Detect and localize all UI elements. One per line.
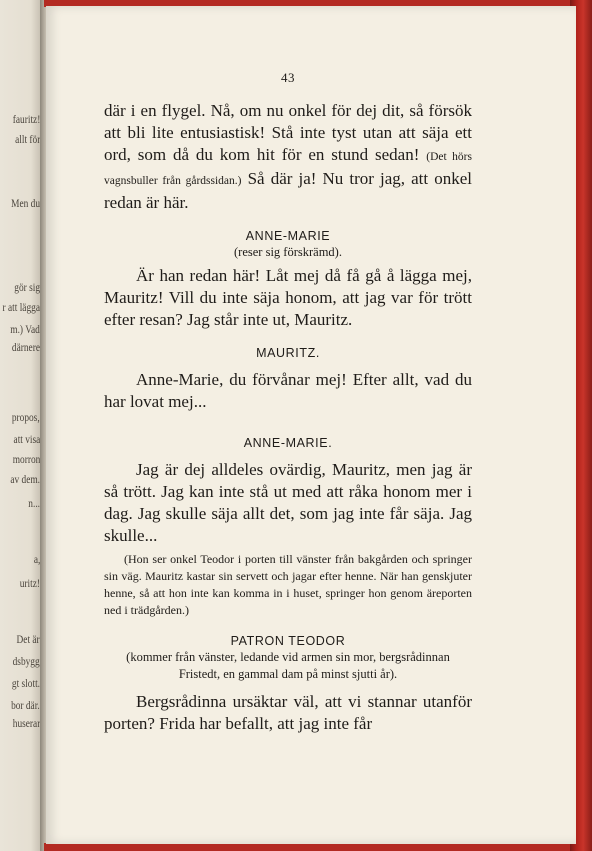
- facing-page-fragment: morron: [12, 452, 40, 466]
- facing-page-fragment: gör sig: [14, 280, 40, 294]
- facing-page-fragment: propos,: [12, 410, 40, 424]
- facing-page-fragment: därnere: [11, 340, 40, 354]
- opening-paragraph: [104, 100, 472, 214]
- speaker-anne-marie-2: ANNE-MARIE.: [243, 436, 333, 450]
- book-page: [46, 6, 576, 844]
- speaker-patron-teodor: PATRON TEODOR: [230, 634, 346, 648]
- facing-page-fragment: r att lägga: [2, 300, 40, 314]
- stage-direction-block: (Hon ser onkel Teodor i porten till vänster från bakgården och springer sin väg. Mauritz kastar sin servett och jagar efter henne. När han genskjuter henne, så att hon inte kan komma in i huset, springer hon genom äreporten ned i trädgården.): [104, 552, 472, 617]
- facing-page-fragment: Det är: [16, 632, 40, 646]
- opening-text-1: där i en flygel. Nå, om nu onkel för dej dit, så försök att bli lite entusiastisk! Stå inte tyst utan att säja ett ord, som då du kom hit för en stund sedan!: [104, 101, 472, 164]
- facing-page-fragment: dsbygg: [12, 654, 40, 668]
- facing-page-fragment: bor där.: [11, 698, 40, 712]
- direction-patron-teodor: (kommer från vänster, ledande vid armen sin mor, bergsrådinnan Fristedt, en gammal dam på minst sjutti år).: [126, 650, 450, 681]
- facing-page-fragment: huserar: [12, 716, 40, 730]
- speech-anne-marie-2: Jag är dej alldeles ovärdig, Mauritz, men jag är så trött. Jag kan inte stå ut med att råka honom mer i dag. Jag skulle säja allt det, som jag inte får säja. Jag skulle...: [104, 460, 472, 545]
- facing-page-fragment: Men du: [11, 196, 40, 210]
- facing-page-fragment: att visa: [13, 432, 40, 446]
- facing-page-fragment: uritz!: [19, 576, 40, 590]
- speech-patron-teodor: Bergsrådinna ursäktar väl, att vi stannar utanför porten? Frida har befallt, att jag inte får: [104, 692, 472, 733]
- facing-page-fragment: allt för: [14, 132, 40, 146]
- speaker-mauritz: MAURITZ.: [256, 346, 320, 360]
- cover-edge-bottom: [44, 843, 592, 851]
- facing-page-fragment: gt slott.: [11, 676, 40, 690]
- speaker-anne-marie-1: ANNE-MARIE: [245, 229, 331, 243]
- facing-page-fragment: n...: [28, 496, 40, 510]
- facing-page-fragment: a,: [33, 552, 40, 566]
- facing-page-fragment: fauritz!: [12, 112, 40, 126]
- direction-anne-marie-1: (reser sig förskrämd).: [234, 245, 342, 259]
- speech-mauritz: Anne-Marie, du förvånar mej! Efter allt, vad du har lovat mej...: [104, 370, 472, 411]
- page-content: [104, 70, 472, 735]
- opening-text-2: Så där ja! Nu tror jag, att onkel redan är här.: [104, 169, 472, 212]
- page-number: 43: [281, 70, 295, 85]
- facing-page-fragment: av dem.: [10, 472, 40, 486]
- facing-page-left: [0, 0, 44, 851]
- speech-anne-marie-1: Är han redan här! Låt mej då få gå å lägga mej, Mauritz! Vill du inte säja honom, att jag var för trött efter resan? Jag står inte ut, Mauritz.: [104, 266, 472, 329]
- opening-stage-direction: (Det hörs vagnsbuller från gårdssidan.): [104, 151, 472, 187]
- facing-page-fragment: m.) Vad: [10, 322, 40, 336]
